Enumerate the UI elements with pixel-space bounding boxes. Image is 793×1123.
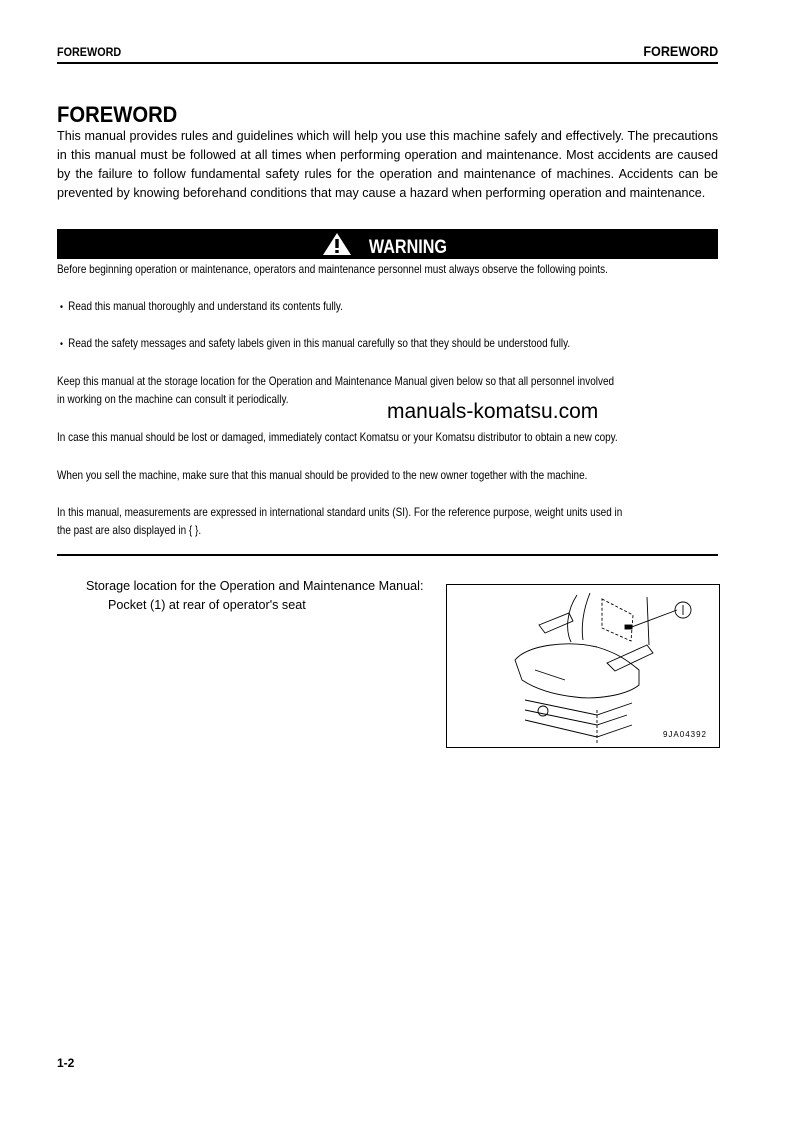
warning-end-rule bbox=[57, 554, 718, 556]
header-rule bbox=[57, 62, 718, 64]
keep-line-1: Keep this manual at the storage location for the Operation and Maintenance Manual given below so that all personnel involved bbox=[57, 375, 615, 388]
watermark: manuals-komatsu.com bbox=[387, 400, 599, 423]
figure-code: 9JA04392 bbox=[662, 730, 707, 739]
warning-label: WARNING bbox=[368, 237, 447, 258]
keep-line-2: in working on the machine can consult it periodically. bbox=[57, 393, 289, 406]
bullet-item: • Read the safety messages and safety labels given in this manual carefully so that they should be understood fully. bbox=[60, 337, 571, 350]
page-title: FOREWORD bbox=[57, 102, 178, 127]
warning-triangle-icon bbox=[322, 232, 352, 256]
bullet-text: Read the safety messages and safety labels given in this manual carefully so that they should be understood fully. bbox=[68, 337, 571, 350]
warning-banner bbox=[57, 229, 718, 259]
units-line-1: In this manual, measurements are expressed in international standard units (SI). For the reference purpose, weight units used in bbox=[57, 506, 623, 519]
header-right: FOREWORD bbox=[643, 43, 718, 59]
storage-label: Storage location for the Operation and Maintenance Manual: bbox=[86, 579, 424, 593]
sell-text: When you sell the machine, make sure that this manual should be provided to the new owner together with the machine. bbox=[57, 469, 588, 482]
operator-seat-illustration bbox=[447, 585, 719, 747]
header-left: FOREWORD bbox=[57, 45, 122, 59]
page-number: 1-2 bbox=[57, 1056, 75, 1070]
warning-lead: Before beginning operation or maintenance, operators and maintenance personnel must always observe the following points. bbox=[57, 263, 608, 276]
storage-location: Pocket (1) at rear of operator's seat bbox=[108, 598, 306, 612]
bullet-text: Read this manual thoroughly and understand its contents fully. bbox=[68, 300, 343, 313]
lost-text: In case this manual should be lost or damaged, immediately contact Komatsu or your Komatsu distributor to obtain a new copy. bbox=[57, 431, 618, 444]
storage-info bbox=[86, 577, 423, 615]
intro-paragraph: This manual provides rules and guidelines which will help you use this machine safely and effectively. The precautions in this manual must be followed at all times when performing operation and maintenance. Most accidents are caused by the failure to follow fundamental safety rules for the operation and maintenance of machines. Accidents can be prevented by knowing beforehand conditions that may cause a hazard when performing operation and maintenance. bbox=[57, 129, 718, 200]
seat-figure bbox=[446, 584, 720, 748]
units-line-2: the past are also displayed in { }. bbox=[57, 524, 202, 537]
bullet-item: • Read this manual thoroughly and understand its contents fully. bbox=[60, 300, 343, 313]
